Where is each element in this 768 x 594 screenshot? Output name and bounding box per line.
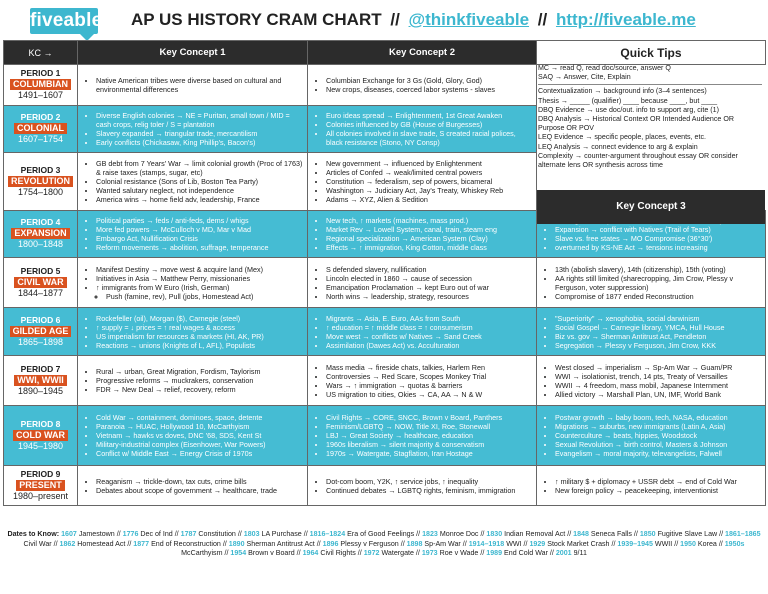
concept-cell-kc2 [308, 65, 537, 106]
key-concept-1-header: Key Concept 1 [78, 41, 308, 65]
period-number: PERIOD 5 [20, 265, 61, 276]
concept-bullet: • Cold War → containment, dominoes, space, detente [96, 413, 303, 422]
period-name-badge: PRESENT [16, 480, 65, 491]
date-year: 1989 [486, 549, 503, 558]
dates-to-know: Dates to Know: 1607 Jamestown // 1776 Dec of Ind // 1787 Constitution // 1803 LA Purchase // 1816–1824 Era of Good Feelings // 1823 Monroe Doc // 1830 Indian Removal Act // 1848 Seneca Falls // 1850 Fugitive Slave Law // 1861–1865 Civil War // 1862 Homestead Act // 1877 End of Reconstruction // 1890 Sherman Antitrust Act // 1896 Plessy v Ferguson // 1898 Sp-Am War // 1914–1918 WWI // 1929 Stock Market Crash // 1939–1945 WWII // 1950 Korea // 1950s McCarthyism // 1954 Brown v Board // 1964 Civil Rights // 1972 Watergate // 1973 Roe v Wade // 1989 End Cold War // 2001 9/11 [7, 530, 761, 558]
period-label [4, 153, 78, 211]
period-years: 1945–1980 [17, 440, 64, 451]
concept-list [308, 363, 536, 399]
concept-bullet: • Colonies influenced by GB (House of Burgesses) [326, 120, 532, 129]
concept-cell-kc2 [308, 106, 537, 153]
concept-cell-kc1 [78, 466, 308, 506]
date-year: 1862 [59, 539, 76, 548]
concept-bullet: • Migrants → Asia, E. Euro, AAs from South [326, 314, 532, 323]
date-year: 1929 [529, 539, 546, 548]
date-event: Homestead Act [77, 539, 126, 548]
date-event: WWI [506, 539, 522, 548]
concept-list [78, 76, 307, 94]
concept-bullet: • ↑ education = ↑ middle class = ↑ consumerism [326, 323, 532, 332]
concept-bullet: • Slavery expanded → triangular trade, mercantilism [96, 129, 303, 138]
date-event: Jamestown [78, 530, 115, 538]
quick-tips [538, 64, 762, 170]
concept-bullet: • Feminism/LGBTQ → NOW, Title XI, Roe, Stonewall [326, 422, 532, 431]
period-name-badge: COLUMBIAN [10, 79, 71, 90]
concept-bullet: • New tech, ↑ markets (machines, mass prod.) [326, 216, 532, 225]
concept-cell-kc2 [308, 258, 537, 308]
period-row [4, 356, 766, 406]
period-number: PERIOD 1 [20, 68, 61, 79]
concept-bullet: • Reform movements → abolition, suffrage, temperance [96, 243, 303, 252]
date-year: 1787 [180, 530, 197, 538]
period-label [4, 308, 78, 356]
concept-cell-kc1 [78, 406, 308, 466]
concept-cell-kc3 [537, 356, 766, 406]
concept-bullet: • Reactions → unions (Knights of L, AFL), Populists [96, 341, 303, 350]
concept-bullet: • Vietnam → hawks vs doves, DNC '68, SDS, Kent St [96, 431, 303, 440]
date-year: 1776 [122, 530, 139, 538]
period-name-badge: GILDED AGE [10, 326, 72, 337]
quick-tips-header: Quick Tips [537, 41, 766, 65]
dates-label: Dates to Know: [7, 530, 60, 538]
concept-bullet: • Continued debates → LGBTQ rights, feminism, immigration [326, 486, 532, 495]
concept-bullet: • Political parties → feds / anti-feds, dems / whigs [96, 216, 303, 225]
concept-cell-kc2 [308, 153, 537, 211]
concept-cell-kc3 [537, 466, 766, 506]
date-year: 1898 [406, 539, 423, 548]
date-event: Sp-Am War [424, 539, 461, 548]
period-label [4, 406, 78, 466]
period-years: 1754–1800 [17, 186, 64, 197]
concept-cell-kc3 [537, 406, 766, 466]
concept-bullet: • Expansion → conflict with Natives (Trail of Tears) [555, 225, 761, 234]
period-name-badge: REVOLUTION [8, 176, 73, 187]
concept-bullet: • 1970s → Watergate, Stagflation, Iran Hostage [326, 449, 532, 458]
period-label [4, 211, 78, 258]
concept-bullet: • Rockefeller (oil), Morgan ($), Carnegie (steel) [96, 314, 303, 323]
concept-list [308, 111, 536, 147]
period-name-badge: CIVIL WAR [14, 277, 66, 288]
concept-cell-kc2 [308, 466, 537, 506]
date-event: 9/11 [573, 549, 587, 558]
concept-bullet: • Washington → Judiciary Act, Jay's Treaty, Whiskey Reb [326, 186, 532, 195]
concept-bullet: • Embargo Act, Nullification Crisis [96, 234, 303, 243]
concept-bullet: • Manifest Destiny → move west & acquire land (Mex) [96, 265, 303, 274]
concept-list [537, 413, 765, 458]
period-row [4, 406, 766, 466]
twitter-handle-link[interactable]: @thinkfiveable [408, 10, 530, 29]
concept-bullet: • Constitution → federalism, sep of powers, bicameral [326, 177, 532, 186]
tip-saq: SAQ → Answer, Cite, Explain [538, 73, 631, 82]
date-year: 1830 [486, 530, 503, 538]
concept-bullet: • Euro ideas spread → Enlightenment, 1st Great Awaken [326, 111, 532, 120]
concept-bullet: • Postwar growth → baby boom, tech, NASA, education [555, 413, 761, 422]
period-label [4, 466, 78, 506]
kc-header: KC → [4, 41, 78, 65]
concept-bullet: • Sexual Revolution → birth control, Masters & Johnson [555, 440, 761, 449]
date-event: Brown v Board [248, 549, 295, 558]
concept-bullet: • Social Gospel → Carnegie library, YMCA, Hull House [555, 323, 761, 332]
date-event: Indian Removal Act [504, 530, 566, 538]
concept-bullet: • Paranoia → HUAC, Hollywood 10, McCarthyism [96, 422, 303, 431]
concept-bullet: • ↑ supply = ↓ prices = ↑ real wages & access [96, 323, 303, 332]
date-year: 2001 [555, 549, 572, 558]
date-event: Korea [697, 539, 717, 548]
date-event: Era of Good Feelings [347, 530, 415, 538]
concept-cell-kc1 [78, 356, 308, 406]
concept-list [308, 216, 536, 252]
period-years: 1865–1898 [17, 336, 64, 347]
concept-bullet: • Compromise of 1877 ended Reconstruction [555, 292, 761, 301]
date-year: 1877 [133, 539, 150, 548]
concept-bullet: • Regional specialization → American System (Clay) [326, 234, 532, 243]
date-year: 1954 [230, 549, 247, 558]
tip-dbq-analysis: DBQ Analysis → Historical Context OR Intended Audience OR Purpose OR POV [538, 115, 734, 133]
date-year: 1939–1945 [617, 539, 653, 548]
concept-bullet: • ↑ military $ + diplomacy + USSR debt → end of Cold War [555, 477, 761, 486]
concept-bullet: • New foreign policy → peacekeeping, interventionist [555, 486, 761, 495]
concept-bullet: • Counterculture → beats, hippies, Woodstock [555, 431, 761, 440]
date-event: Stock Market Crash [547, 539, 610, 548]
concept-bullet: • "Superiority" → xenophobia, social darwinism [555, 314, 761, 323]
period-name-badge: COLONIAL [14, 123, 67, 134]
date-year: 1964 [302, 549, 319, 558]
date-year: 1914–1918 [468, 539, 505, 548]
tip-complexity: Complexity → counter-argument throughout essay OR consider alternate lens OR synthesis across time [538, 151, 738, 170]
concept-list [308, 477, 536, 495]
concept-bullet: • Early conflicts (Chickasaw, King Phillip's, Bacon's) [96, 138, 303, 147]
tip-leq-analysis: LEQ Analysis → connect evidence to arg & explain [538, 142, 698, 151]
date-event: Civil Rights [320, 549, 356, 558]
period-label [4, 65, 78, 106]
concept-bullet: • Native American tribes were diverse based on cultural and environmental differences [96, 76, 303, 94]
concept-cell-kc2 [308, 406, 537, 466]
concept-cell-kc1 [78, 258, 308, 308]
concept-bullet: • West closed → imperialism → Sp-Am War → Guam/PR [555, 363, 761, 372]
concept-bullet: • Slave vs. free states → MO Compromise (36°30') [555, 234, 761, 243]
date-event: Civil War [23, 539, 52, 548]
concept-bullet: • Lincoln elected in 1860 → cause of secession [326, 274, 532, 283]
website-link[interactable]: http://fiveable.me [555, 10, 696, 29]
concept-bullet: • GB debt from 7 Years' War → limit colonial growth (Proc of 1763) & raise taxes (stamps, sugar, etc) [96, 159, 303, 177]
date-event: Seneca Falls [590, 530, 632, 538]
concept-bullet: • New government → influenced by Enlightenment [326, 159, 532, 168]
concept-bullet: • Effects → ↑ immigration, King Cotton, middle class [326, 243, 532, 252]
date-event: Fugitive Slave Law [657, 530, 718, 538]
concept-bullet: • Columbian Exchange for 3 Gs (Gold, Glory, God) [326, 76, 532, 85]
concept-list [78, 413, 307, 458]
concept-cell-kc2 [308, 308, 537, 356]
concept-list [537, 265, 765, 301]
divider [538, 84, 762, 85]
period-label [4, 356, 78, 406]
period-name-badge: COLD WAR [13, 430, 68, 441]
concept-cell-kc3 [537, 258, 766, 308]
concept-list [78, 477, 307, 495]
concept-bullet: • North wins → leadership, strategy, resources [326, 292, 532, 301]
date-year: 1607 [61, 530, 77, 538]
date-year: 1850 [639, 530, 656, 538]
date-year: 1861–1865 [725, 530, 761, 538]
concept-bullet: • Adams → XYZ, Alien & Sedition [326, 195, 532, 204]
tip-contextualization: Contextualization → background info (3–4 sentences) [538, 87, 707, 96]
concept-bullet: • Segregation → Plessy v Ferguson, Jim Crow, KKK [555, 341, 761, 350]
concept-bullet: • Articles of Confed → weak/limited central powers [326, 168, 532, 177]
title-separator: // [537, 10, 548, 29]
concept-bullet: • 1960s liberalism → silent majority & conservatism [326, 440, 532, 449]
concept-bullet: • Move west → conflicts w/ Natives → Sand Creek [326, 332, 532, 341]
concept-bullet: • Rural → urban, Great Migration, Fordism, Taylorism [96, 367, 303, 376]
period-row [4, 258, 766, 308]
concept-list [308, 76, 536, 94]
date-year: 1972 [363, 549, 380, 558]
period-years: 1844–1877 [17, 287, 64, 298]
date-event: End of Reconstruction [151, 539, 221, 548]
period-label [4, 106, 78, 153]
period-name-badge: WWI, WWII [14, 375, 66, 386]
concept-bullet: • New crops, diseases, coerced labor systems - slaves [326, 85, 532, 94]
date-event: Dec of Ind [140, 530, 173, 538]
concept-bullet: • Mass media → fireside chats, talkies, Harlem Ren [326, 363, 532, 372]
date-event: Monroe Doc [439, 530, 479, 538]
concept-bullet: • Emancipation Proclamation → kept Euro out of war [326, 283, 532, 292]
period-years: 1980–present [12, 490, 69, 501]
concept-list [78, 216, 307, 252]
concept-cell-kc1 [78, 65, 308, 106]
concept-cell-kc2 [308, 356, 537, 406]
concept-bullet: • Biz vs. gov → Sherman Antitrust Act, Pendleton [555, 332, 761, 341]
concept-list [308, 413, 536, 458]
period-number: PERIOD 9 [20, 468, 61, 479]
period-number: PERIOD 6 [20, 314, 61, 325]
date-year: 1848 [573, 530, 589, 538]
concept-bullet: • Colonial resistance (Sons of Lib, Boston Tea Party) [96, 177, 303, 186]
date-event: McCarthyism [181, 549, 223, 558]
concept-bullet: • Wars → ↑ immigration → quotas & barriers [326, 381, 532, 390]
key-concept-3-header: Key Concept 3 [537, 190, 765, 224]
period-name-badge: EXPANSION [11, 228, 69, 239]
date-year: 1896 [322, 539, 339, 548]
concept-cell-kc3 [537, 308, 766, 356]
concept-bullet: • Debates about scope of government → healthcare, trade [96, 486, 303, 495]
fiveable-logo[interactable]: fiveable [30, 8, 98, 34]
date-event: Plessy v Ferguson [340, 539, 399, 548]
date-year: 1950s [724, 539, 745, 548]
page-title [131, 10, 696, 30]
concept-cell-kc1 [78, 308, 308, 356]
tip-leq-evidence: LEQ Evidence → specific people, places, events, etc. [538, 133, 706, 142]
period-number: PERIOD 8 [20, 418, 61, 429]
concept-bullet: • US migration to cities, Okies → CA, AA → N & W [326, 390, 532, 399]
date-year: 1803 [243, 530, 260, 538]
concept-bullet: • Reaganism → trickle-down, tax cuts, crime bills [96, 477, 303, 486]
period-years: 1800–1848 [17, 239, 64, 250]
concept-bullet: • Migrations → suburbs, new immigrants (Latin A, Asia) [555, 422, 761, 431]
date-event: End Cold War [504, 549, 548, 558]
concept-list [537, 314, 765, 350]
concept-bullet: • Diverse English colonies → NE = Puritan, small town / MID = cash crops, relig toler / S = plantation [96, 111, 303, 129]
concept-cell-kc1 [78, 211, 308, 258]
date-year: 1973 [421, 549, 438, 558]
period-years: 1491–1607 [17, 90, 64, 101]
concept-sub-bullet: ◦ Push (famine, rev), Pull (jobs, Homestead Act) [106, 292, 303, 301]
title-separator: // [390, 10, 400, 29]
concept-bullet: • FDR → New Deal → relief, recovery, reform [96, 385, 303, 394]
concept-bullet: • Civil Rights → CORE, SNCC, Brown v Board, Panthers [326, 413, 532, 422]
period-years: 1890–1945 [17, 385, 64, 396]
concept-bullet: • WWII → 4 freedom, mass mobil, Japanese Internment [555, 381, 761, 390]
concept-bullet: • More fed powers → McCulloch v MD, Mar v Mad [96, 225, 303, 234]
date-event: Roe v Wade [439, 549, 479, 558]
concept-bullet: • Controversies → Red Scare, Scopes Monkey Trial [326, 372, 532, 381]
concept-bullet: • All colonies involved in slave trade, S created racial polices, black resistance (Stono, NY Consp) [326, 129, 532, 147]
concept-list [308, 265, 536, 301]
concept-bullet: • Progressive reforms → muckrakers, conservation [96, 376, 303, 385]
concept-list [78, 111, 307, 147]
date-year: 1950 [680, 539, 696, 548]
concept-bullet: • US imperialism for resources & markets (HI, AK, PR) [96, 332, 303, 341]
concept-bullet: • S defended slavery, nullification [326, 265, 532, 274]
concept-bullet: • Wanted salutary neglect, not independence [96, 186, 303, 195]
concept-list [537, 363, 765, 399]
date-event: Sherman Antitrust Act [246, 539, 315, 548]
concept-bullet: • Dot-com boom, Y2K, ↑ service jobs, ↑ inequality [326, 477, 532, 486]
concept-bullet: • Evangelism → moral majority, televangelists, Falwell [555, 449, 761, 458]
date-event: LA Purchase [261, 530, 302, 538]
header [0, 0, 768, 40]
concept-bullet: • Initiatives in Asia → Matthew Perry, missionaries [96, 274, 303, 283]
concept-list [78, 159, 307, 204]
concept-list [537, 477, 765, 495]
concept-bullet: • Market Rev → Lowell System, canal, train, steam eng [326, 225, 532, 234]
concept-bullet: • WWI → isolationist, trench, 14 pts, Treaty of Versailles [555, 372, 761, 381]
title-text: AP US HISTORY CRAM CHART [131, 10, 382, 29]
concept-list [308, 314, 536, 350]
date-event: WWII [654, 539, 673, 548]
date-event: Watergate [381, 549, 414, 558]
date-event: Constitution [198, 530, 236, 538]
tip-dbq-evidence: DBQ Evidence → use doc/out. info to support arg, cite (1) [538, 105, 719, 114]
period-number: PERIOD 3 [20, 164, 61, 175]
period-number: PERIOD 2 [20, 112, 61, 123]
date-year: 1823 [422, 530, 438, 538]
concept-bullet: • Allied victory → Marshall Plan, UN, IMF, World Bank [555, 390, 761, 399]
concept-list [78, 314, 307, 350]
period-row [4, 308, 766, 356]
concept-list [78, 265, 307, 301]
tip-mc: MC → read Q, read doc/source, answer Q [538, 64, 671, 72]
date-year: 1890 [228, 539, 245, 548]
concept-cell-kc1 [78, 106, 308, 153]
concept-list [308, 159, 536, 204]
concept-bullet: • Assimilation (Dawes Act) vs. Acculturation [326, 341, 532, 350]
concept-bullet: • America wins → home field adv, leadership, France [96, 195, 303, 204]
period-label [4, 258, 78, 308]
concept-bullet: • LBJ → Great Society → healthcare, education [326, 431, 532, 440]
concept-bullet: • Conflict w/ Middle East → Energy Crisis of 1970s [96, 449, 303, 458]
concept-list [78, 367, 307, 394]
concept-cell-kc1 [78, 153, 308, 211]
period-number: PERIOD 7 [20, 363, 61, 374]
concept-bullet: • Military-industrial complex (Eisenhower, War Powers) [96, 440, 303, 449]
concept-bullet: • overturned by KS-NE Act → tensions increasing [555, 243, 761, 252]
period-row [4, 466, 766, 506]
concept-cell-kc2 [308, 211, 537, 258]
concept-bullet: • AA rights still limited (sharecropping, Jim Crow, Plessy v Ferguson, voter suppression) [555, 274, 761, 292]
date-year: 1816–1824 [309, 530, 346, 538]
concept-bullet: • ↑ immigrants from W Euro (Irish, German) [96, 283, 303, 292]
concept-bullet: • 13th (abolish slavery), 14th (citizenship), 15th (voting) [555, 265, 761, 274]
period-number: PERIOD 4 [20, 217, 61, 228]
tip-thesis: Thesis → _____ (qualifier) ____ because ____, but ____ [538, 96, 718, 105]
period-years: 1607–1754 [17, 134, 64, 145]
key-concept-2-header: Key Concept 2 [308, 41, 537, 65]
